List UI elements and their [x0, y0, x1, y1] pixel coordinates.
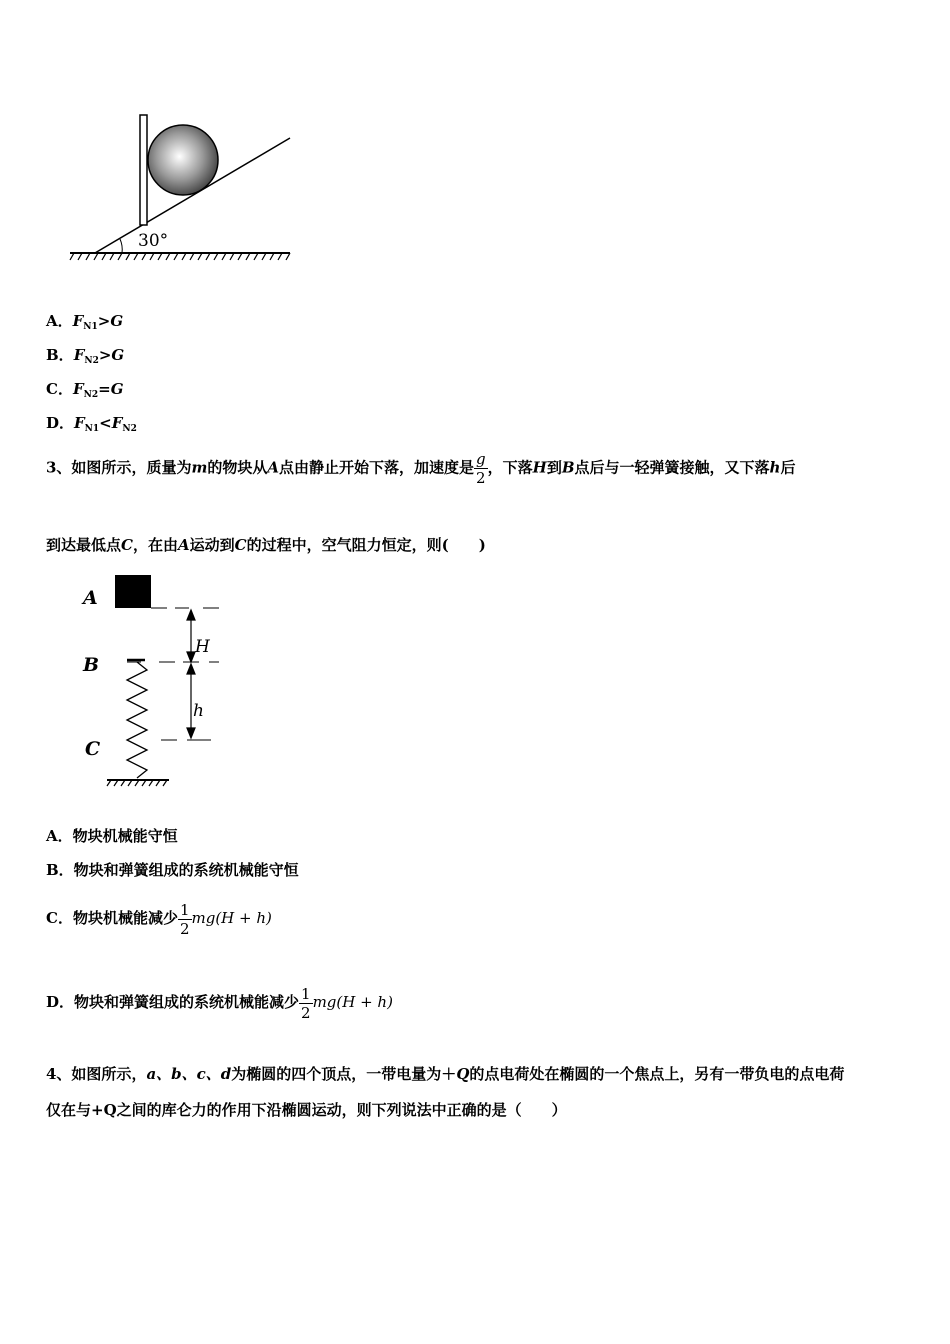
q3d-fraction: $\frac{1}{2}$	[301, 984, 311, 1022]
q4-stem-line2: 仅在与+Q之间的库仑力的作用下沿椭圆运动，则下列说法中正确的是（ ）	[46, 1101, 567, 1119]
q3-option-d[interactable]: D．物块和弹簧组成的系统机械能减少 $\frac{1}{2}$ mg(H + h)	[46, 984, 393, 1022]
q3-option-c[interactable]: C．物块机械能减少 $\frac{1}{2}$ mg(H + h)	[46, 900, 272, 938]
angle-arc	[120, 239, 122, 253]
q4-stem-line1: 4、如图所示，a、b、c、d为椭圆的四个顶点，一带电量为＋Q的点电荷处在椭圆的一个焦点上，另有一带负电的点电荷	[46, 1065, 845, 1083]
q3-option-a[interactable]: A．物块机械能守恒	[46, 827, 178, 845]
q3c-fraction: $\frac{1}{2}$	[179, 900, 190, 938]
q2-option-d[interactable]: D．$F_{N1}<F_{N2}$	[46, 414, 137, 434]
q2-option-c[interactable]: C．$F_{N2}=G$	[46, 380, 124, 400]
spring	[127, 662, 147, 778]
q3c-formula: mg(H + h)	[191, 909, 272, 927]
block	[115, 575, 151, 608]
label-h-lower: h	[193, 701, 204, 721]
q3-accel-fraction: $\frac{g}{2}$	[476, 450, 486, 487]
label-h-upper: H	[195, 637, 210, 657]
incline-ball-figure	[60, 105, 300, 270]
q3d-formula: mg(H + h)	[312, 993, 393, 1011]
q3-option-b[interactable]: B．物块和弹簧组成的系统机械能守恒	[46, 861, 299, 879]
angle-label: 30°	[138, 231, 169, 251]
ground-hatch	[70, 253, 290, 260]
dashed-levels	[127, 608, 219, 740]
q3-stem-line1: 3、如图所示，质量为m的物块从A点由静止开始下落，加速度是 $\frac{g}{2}$ ，下落H到B点后与一轻弹簧接触，又下落h后	[46, 450, 796, 487]
label-c: C	[85, 738, 101, 760]
spring-block-figure	[75, 568, 245, 813]
vertical-board	[140, 115, 147, 225]
label-a: A	[83, 587, 98, 609]
q2-option-a[interactable]: A．$F_{N1}>G$	[46, 312, 124, 332]
label-b: B	[83, 654, 100, 676]
q2-option-b[interactable]: B．$F_{N2}>G$	[46, 346, 125, 366]
q3-stem-line2: 到达最低点C，在由A运动到C的过程中，空气阻力恒定，则( )	[46, 536, 486, 554]
spring-base	[107, 780, 169, 786]
ball	[148, 125, 218, 195]
